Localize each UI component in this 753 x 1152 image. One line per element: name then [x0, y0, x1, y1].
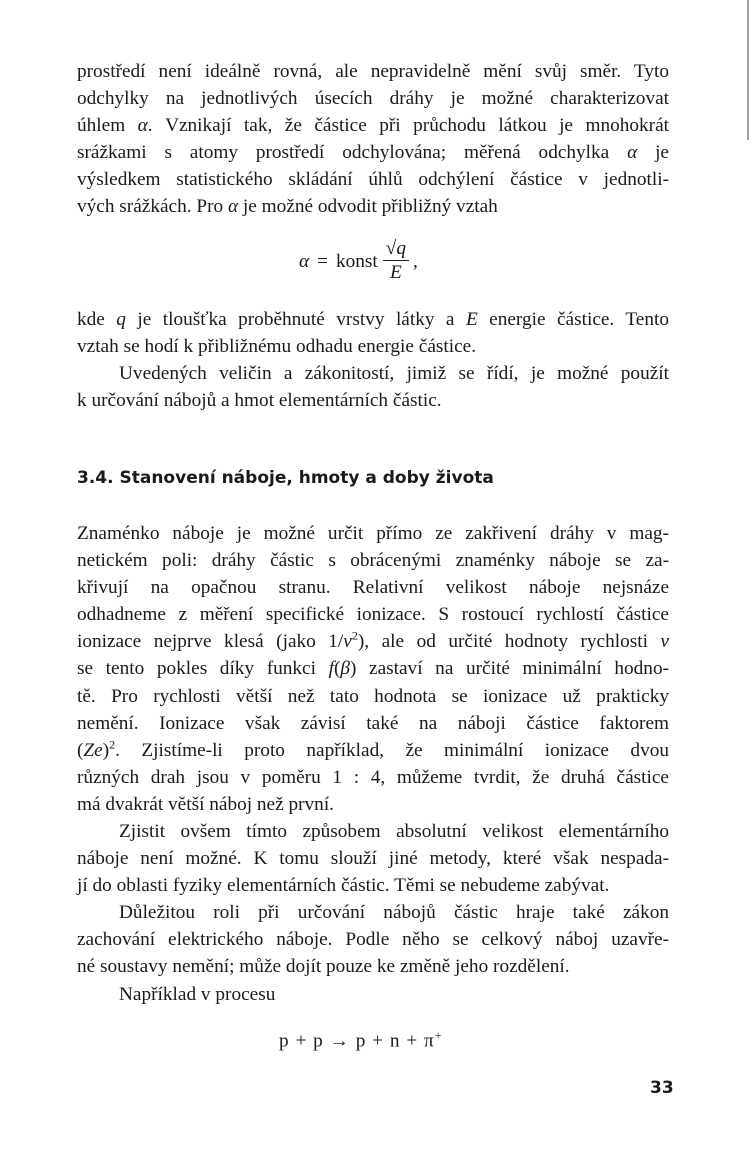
text-line: Důležitou roli při určování nábojů částic hraje také zákon	[119, 902, 669, 924]
text-line: křivují na opačnou stranu. Relativní velikost náboje nejsnáze	[77, 577, 669, 599]
formula-equals: =	[317, 250, 328, 272]
text-line: odhadneme z měření specifické ionizace. S rostoucí rychlostí částice	[77, 604, 669, 626]
section-heading: 3.4. Stanovení náboje, hmoty a doby života	[77, 467, 494, 488]
formula-lhs: α	[299, 250, 310, 272]
formula-denominator: E	[390, 261, 402, 283]
paragraph-7	[77, 981, 669, 1008]
formula-reaction	[77, 1008, 669, 1064]
text-line: zachování elektrického náboje. Podle něho se celkový náboj uzavře-	[77, 929, 669, 951]
text-line: náboje není možné. K tomu slouží jiné metody, které však nespada-	[77, 848, 669, 870]
text-line: různých drah jsou v poměru 1 : 4, můžeme tvrdit, že druhá částice	[77, 766, 669, 788]
formula-comma: ,	[413, 250, 418, 272]
paragraph-1	[77, 58, 669, 221]
text-line: Zjistit ovšem tímto způsobem absolutní velikost elementárního	[119, 820, 669, 842]
book-page	[77, 58, 669, 1064]
text-line: kde q je tloušťka proběhnuté vrstvy látky a E energie částice. Tento	[77, 308, 669, 330]
paragraph-5	[77, 818, 669, 899]
text-line: má dvakrát větší náboj než první.	[77, 793, 335, 815]
page-number: 33	[650, 1078, 674, 1098]
paragraph-4	[77, 520, 669, 818]
text-line: nemění. Ionizace však závisí také na náboji částice faktorem	[77, 712, 669, 734]
text-line: Znaménko náboje je možné určit přímo ze zakřivení dráhy v mag-	[77, 522, 669, 544]
formula-konst: konst	[336, 250, 378, 272]
text-line: úhlem α. Vznikají tak, že částice při průchodu látkou je mnohokrát	[77, 115, 669, 137]
formula-scattering-angle	[77, 224, 669, 306]
text-line: odchylky na jednotlivých úsecích dráhy je možné charakterizovat	[77, 88, 669, 110]
text-line: k určování nábojů a hmot elementárních částic.	[77, 389, 442, 411]
text-line: ionizace nejprve klesá (jako $1/v^2$), ale od určité hodnoty rychlosti v	[77, 628, 670, 653]
text-line: netickém poli: dráhy částic s obrácenými znaménky náboje se za-	[77, 550, 669, 572]
text-line: vztah se hodí k přibližnému odhadu energie částice.	[77, 335, 477, 357]
paragraph-6	[77, 899, 669, 980]
text-line: Uvedených veličin a zákonitostí, jimiž se řídí, je možné použít	[119, 362, 669, 384]
paragraph-2	[77, 306, 669, 360]
reaction-text: p + p → p + n + π	[279, 1030, 435, 1052]
reaction-superscript: +	[434, 1027, 443, 1042]
formula-numerator: √q	[383, 238, 409, 261]
text-line: se tento pokles díky funkci f(β) zastaví na určité minimální hodno-	[77, 658, 670, 680]
page-edge-shadow	[747, 0, 749, 140]
text-line: jí do oblasti fyziky elementárních částic. Těmi se nebudeme zabývat.	[77, 875, 610, 897]
text-line: tě. Pro rychlosti větší než tato hodnota se ionizace už prakticky	[77, 685, 669, 707]
text-line: né soustavy nemění; může dojít pouze ke změně jeho rozdělení.	[77, 956, 570, 978]
formula-fraction	[383, 238, 409, 285]
text-line: výsledkem statistického skládání úhlů odchýlení částice v jednotli-	[77, 169, 669, 191]
text-line: srážkami s atomy prostředí odchylována; měřená odchylka α je	[77, 142, 669, 164]
paragraph-3	[77, 360, 669, 414]
text-line: prostředí není ideálně rovná, ale nepravidelně mění svůj směr. Tyto	[77, 61, 669, 82]
text-line: vých srážkách. Pro α je možné odvodit přibližný vztah	[77, 196, 498, 218]
text-line: Například v procesu	[119, 983, 276, 1005]
text-line: $(Ze)^2$. Zjistíme-li proto například, že minimální ionizace dvou	[77, 737, 669, 761]
